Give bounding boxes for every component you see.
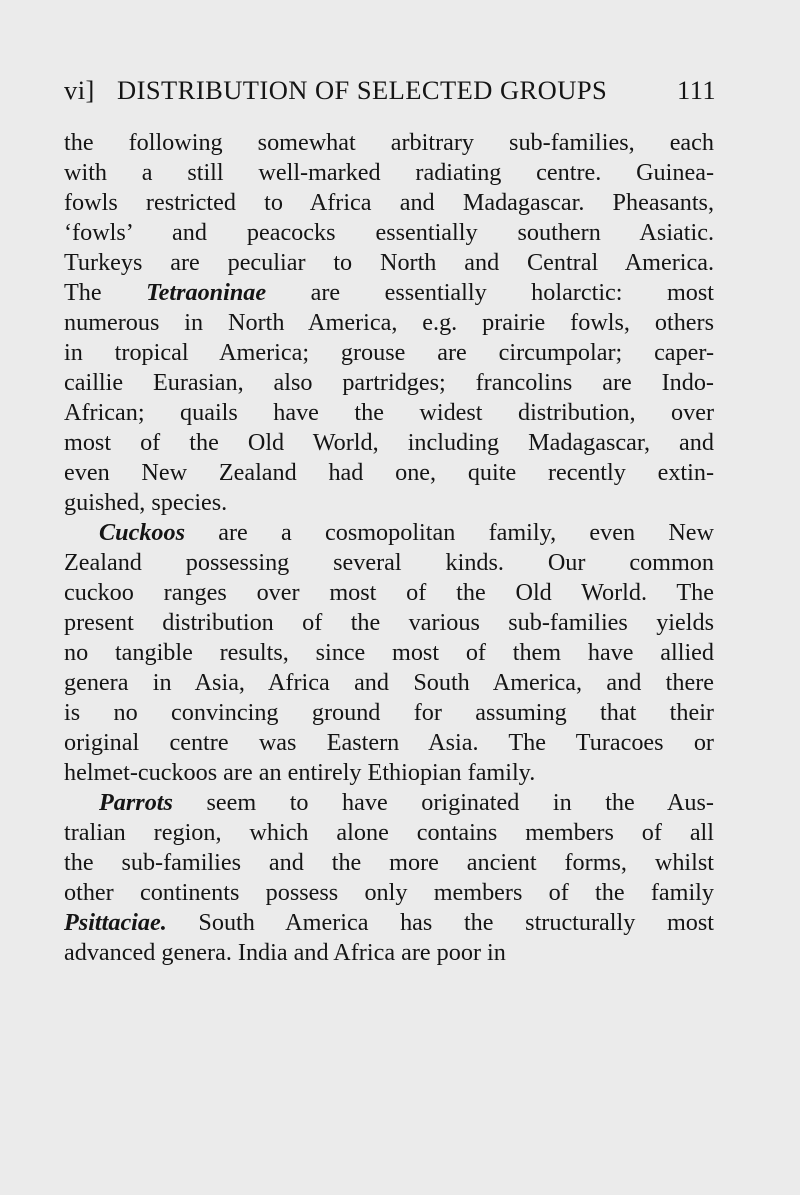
text-line: [64, 908, 714, 938]
text-segment: Zealand possessing several kinds. Our common: [64, 549, 714, 576]
chapter-number: vi]: [64, 75, 95, 105]
text-line: [64, 188, 714, 218]
text-segment: present distribution of the various sub-families yields: [64, 609, 714, 636]
text-segment: cuckoo ranges over most of the Old World. The: [64, 579, 714, 606]
text-segment: even New Zealand had one, quite recently extin-: [64, 459, 714, 486]
text-segment: numerous in North America, e.g. prairie fowls, others: [64, 309, 714, 336]
text-segment: the sub-families and the more ancient forms, whilst: [64, 849, 714, 876]
italic-term: Cuckoos: [99, 519, 186, 546]
text-line: [64, 278, 714, 308]
text-line: [64, 458, 714, 488]
body-text: [64, 128, 714, 968]
italic-term: Psittaciae.: [64, 909, 167, 936]
text-segment: The: [64, 279, 147, 306]
text-segment: genera in Asia, Africa and South America, and there: [64, 669, 714, 696]
text-line: [64, 248, 714, 278]
text-line: [64, 608, 714, 638]
text-segment: guished, species.: [64, 489, 228, 516]
text-line: [64, 398, 714, 428]
page-number: 111: [677, 75, 717, 105]
text-line: [64, 758, 714, 788]
running-title: DISTRIBUTION OF SELECTED GROUPS: [117, 75, 608, 105]
text-line: [64, 788, 714, 818]
text-segment: is no convincing ground for assuming that their: [64, 699, 714, 726]
text-segment: ‘fowls’ and peacocks essentially southern Asiatic.: [64, 219, 714, 246]
text-line: [64, 338, 714, 368]
text-segment: no tangible results, since most of them have allied: [64, 639, 714, 666]
text-line: [64, 848, 714, 878]
text-line: [64, 938, 714, 968]
text-line: [64, 818, 714, 848]
text-segment: other continents possess only members of the family: [64, 879, 714, 906]
text-line: [64, 728, 714, 758]
text-line: [64, 308, 714, 338]
text-line: [64, 878, 714, 908]
text-line: [64, 638, 714, 668]
text-segment: tralian region, which alone contains members of all: [64, 819, 714, 846]
text-segment: in tropical America; grouse are circumpolar; caper-: [64, 339, 714, 366]
text-line: [64, 428, 714, 458]
text-segment: South America has the structurally most: [166, 909, 714, 936]
text-segment: original centre was Eastern Asia. The Turacoes or: [64, 729, 714, 756]
text-segment: are essentially holarctic: most: [266, 279, 714, 306]
text-segment: the following somewhat arbitrary sub-families, each: [64, 129, 714, 156]
text-line: [64, 548, 714, 578]
text-segment: African; quails have the widest distribution, over: [64, 399, 714, 426]
text-segment: helmet-cuckoos are an entirely Ethiopian family.: [64, 759, 536, 786]
text-segment: advanced genera. India and Africa are poor in: [64, 939, 506, 966]
text-segment: fowls restricted to Africa and Madagascar. Pheasants,: [64, 189, 714, 216]
text-segment: Turkeys are peculiar to North and Central America.: [64, 249, 714, 276]
text-segment: caillie Eurasian, also partridges; francolins are Indo-: [64, 369, 714, 396]
text-line: [64, 518, 714, 548]
text-line: [64, 368, 714, 398]
text-line: [64, 578, 714, 608]
text-line: [64, 698, 714, 728]
text-line: [64, 668, 714, 698]
text-line: [64, 488, 714, 518]
text-segment: seem to have originated in the Aus-: [172, 789, 714, 816]
text-segment: are a cosmopolitan family, even New: [185, 519, 714, 546]
text-segment: with a still well-marked radiating centre. Guinea-: [64, 159, 714, 186]
italic-term: Parrots: [99, 789, 173, 816]
text-line: [64, 218, 714, 248]
text-segment: most of the Old World, including Madagascar, and: [64, 429, 714, 456]
running-head: [0, 70, 800, 110]
italic-term: Tetraoninae: [146, 279, 267, 306]
text-line: [64, 128, 714, 158]
text-line: [64, 158, 714, 188]
